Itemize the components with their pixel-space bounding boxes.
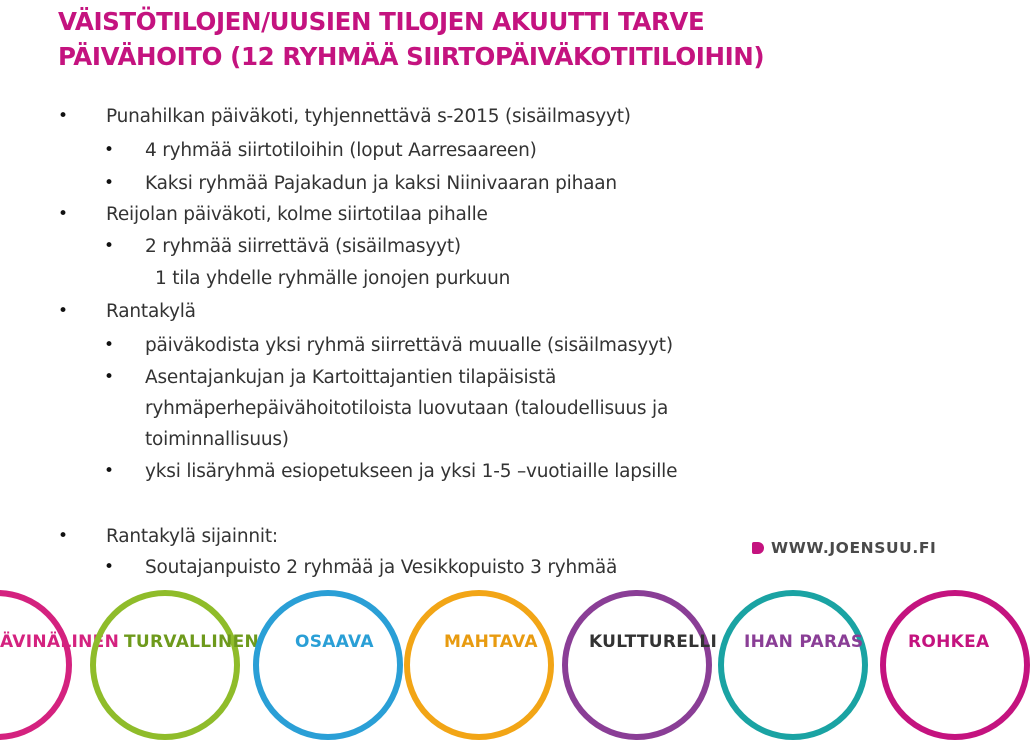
list-item-locations: Rantakylä sijainnit: xyxy=(106,526,278,547)
title-line-2: PÄIVÄHOITO (12 RYHMÄÄ SIIRTOPÄIVÄKOTITILOIHIN) xyxy=(58,42,765,71)
bullet-icon: • xyxy=(104,236,114,256)
list-item-sub: Kaksi ryhmää Pajakadun ja kaksi Niinivaaran pihaan xyxy=(145,173,617,194)
list-item-sub: Soutajanpuisto 2 ryhmää ja Vesikkopuisto 3 ryhmää xyxy=(145,557,618,578)
bullet-icon: • xyxy=(104,461,114,481)
value-word-6: IHAN PARAS xyxy=(744,632,864,652)
values-footer xyxy=(0,590,990,695)
slide-title xyxy=(58,4,938,74)
bullet-icon: • xyxy=(104,173,114,193)
list-item-sub: päiväkodista yksi ryhmä siirrettävä muualle (sisäilmasyyt) xyxy=(145,335,673,356)
title-line-1: VÄISTÖTILOJEN/UUSIEN TILOJEN AKUUTTI TARVE xyxy=(58,7,705,36)
value-word-2: TURVALLINEN xyxy=(124,632,260,652)
bullet-icon: • xyxy=(58,301,68,321)
bullet-icon: • xyxy=(104,140,114,160)
value-word-4: MAHTAVA xyxy=(444,632,538,652)
list-item-sub-continued: ryhmäperhepäivähoitotiloista luovutaan (taloudellisuus ja xyxy=(145,398,669,419)
list-item-sub: 4 ryhmää siirtotiloihin (loput Aarresaareen) xyxy=(145,140,537,161)
value-circle-3 xyxy=(253,590,403,740)
value-circle-1 xyxy=(0,590,72,740)
value-circle-6 xyxy=(718,590,868,740)
bullet-icon: • xyxy=(104,367,114,387)
value-circle-4 xyxy=(404,590,554,740)
list-item-sub: yksi lisäryhmä esiopetukseen ja yksi 1-5 –vuotiaille lapsille xyxy=(145,461,678,482)
list-item-sub: Asentajankujan ja Kartoittajantien tilapäisistä xyxy=(145,367,557,388)
bullet-icon: • xyxy=(104,335,114,355)
bullet-icon: • xyxy=(104,557,114,577)
value-circle-2 xyxy=(90,590,240,740)
list-item-sub-sub: 1 tila yhdelle ryhmälle jonojen purkuun xyxy=(155,268,511,289)
logo-mark-icon xyxy=(752,542,764,554)
bullet-icon: • xyxy=(58,204,68,224)
value-word-1: ÄVINÄLINEN xyxy=(0,632,120,652)
value-word-3: OSAAVA xyxy=(295,632,374,652)
value-circle-7 xyxy=(880,590,1030,740)
list-item-punahilkka: Punahilkan päiväkoti, tyhjennettävä s-2015 (sisäilmasyyt) xyxy=(106,106,631,127)
list-item-sub: 2 ryhmää siirrettävä (sisäilmasyyt) xyxy=(145,236,461,257)
joensuu-logo xyxy=(752,536,936,560)
logo-text: WWW.JOENSUU.FI xyxy=(771,539,937,557)
value-word-7: ROHKEA xyxy=(908,632,990,652)
bullet-icon: • xyxy=(58,106,68,126)
list-item-rantakyla: Rantakylä xyxy=(106,301,196,322)
bullet-icon: • xyxy=(58,526,68,546)
value-word-5: KULTTURELLI xyxy=(589,632,718,652)
value-circle-5 xyxy=(562,590,712,740)
list-item-sub-continued: toiminnallisuus) xyxy=(145,429,289,450)
list-item-reijola: Reijolan päiväkoti, kolme siirtotilaa pihalle xyxy=(106,204,488,225)
